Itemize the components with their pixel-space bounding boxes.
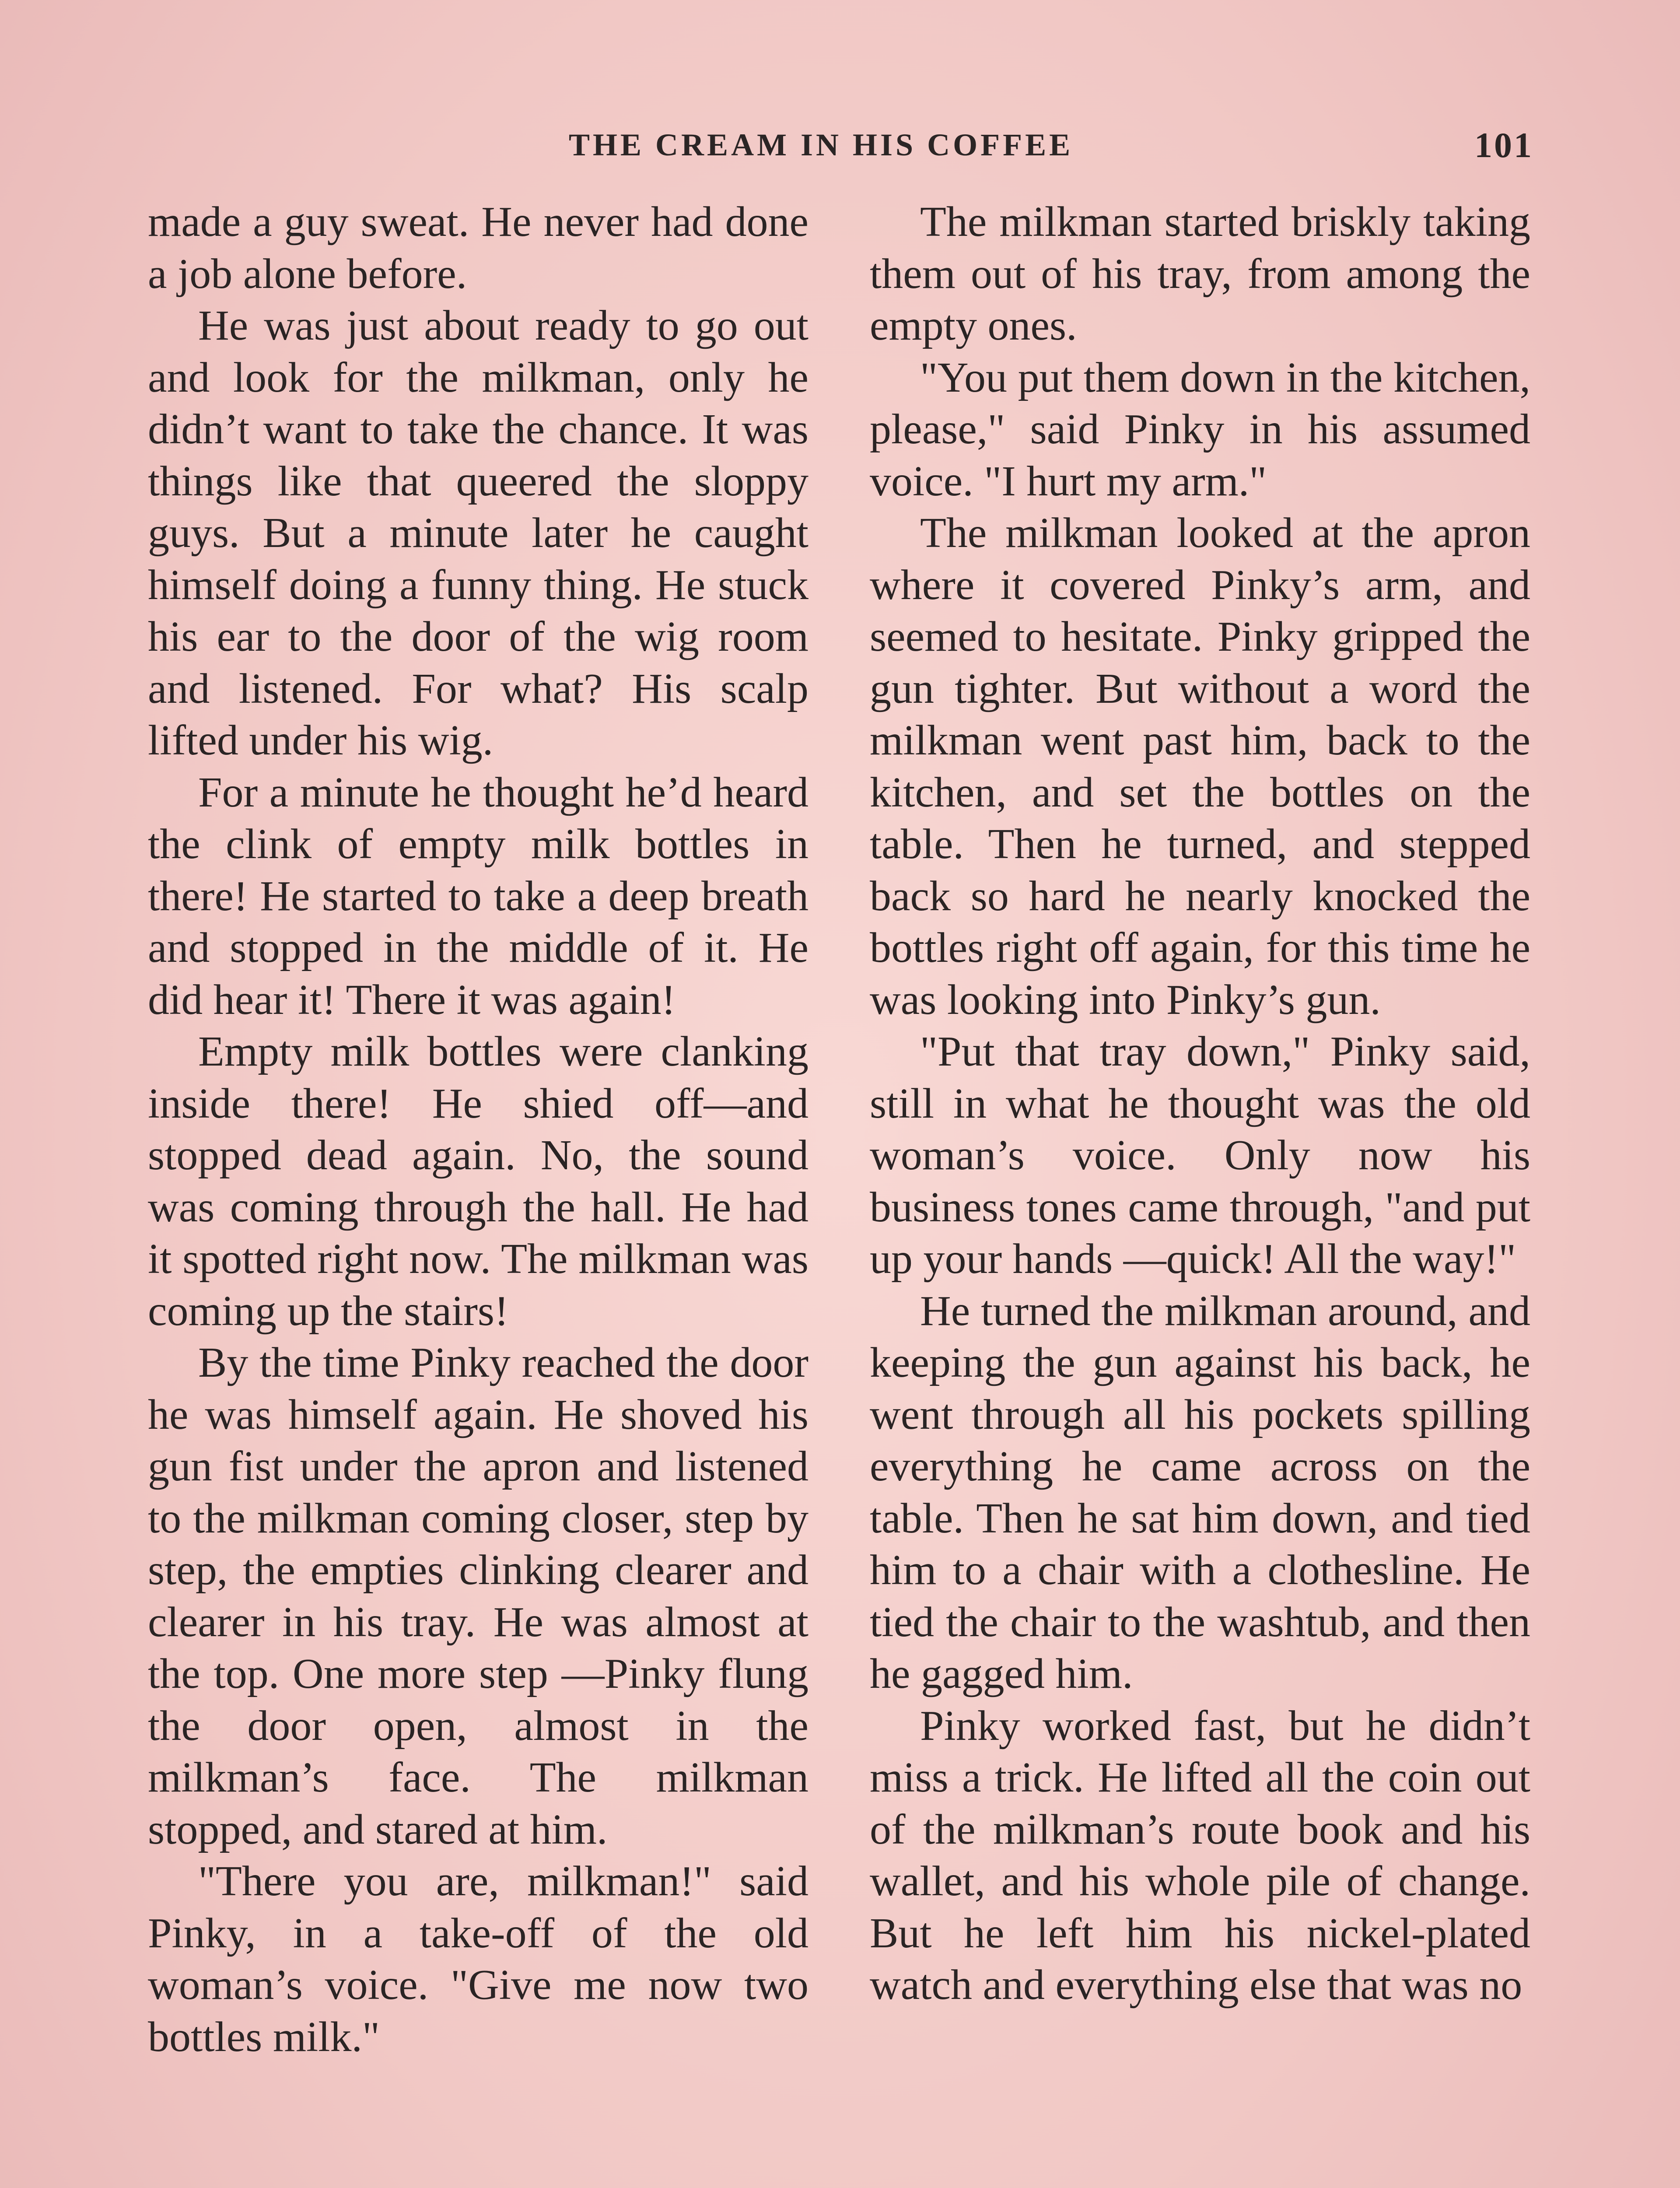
paragraph: "You put them down in the kitchen, please," said Pinky in his assumed voice. "I hurt my arm.": [870, 354, 1530, 505]
paragraph: "There you are, milkman!" said Pinky, in a take-off of the old woman’s voice. "Give me now two bottles milk.": [148, 1858, 808, 2061]
paragraph: The milkman started briskly taking them out of his tray, from among the empty ones.: [870, 198, 1530, 349]
left-column: [148, 196, 808, 2063]
paragraph: made a guy sweat. He never had done a job alone before.: [148, 198, 808, 298]
paragraph: He was just about ready to go out and look for the milkman, only he didn’t want to take the chance. It was things like that queered the sloppy guys. But a minute later he caught himself doing a funny thing. He stuck his ear to the door of the wig room and listened. For what? His scalp lifted under his wig.: [148, 302, 808, 764]
paragraph: Pinky worked fast, but he didn’t miss a trick. He lifted all the coin out of the milkman’s route book and his wallet, and his whole pile of change. But he left him his nickel-plated watch and everything else that was no: [870, 1702, 1530, 2009]
paragraph: Empty milk bottles were clanking inside there! He shied off—and stopped dead again. No, the sound was coming through the hall. He had it spotted right now. The milkman was coming up the stairs!: [148, 1028, 808, 1335]
paragraph: By the time Pinky reached the door he was himself again. He shoved his gun fist under the apron and listened to the milkman coming closer, step by step, the empties clinking clearer and clearer in his tray. He was almost at the top. One more step —Pinky flung the door open, almost in the milkman’s face. The milkman stopped, and stared at him.: [148, 1339, 808, 1853]
running-head: THE CREAM IN HIS COFFEE: [569, 127, 1074, 162]
paragraph: He turned the milkman around, and keeping the gun against his back, he went through all his pockets spilling everything he came across on the table. Then he sat him down, and tied him to a chair with a clothesline. He tied the chair to the washtub, and then he gagged him.: [870, 1287, 1530, 1697]
page-number: 101: [1474, 125, 1533, 165]
paragraph: For a minute he thought he’d heard the clink of empty milk bottles in there! He started to take a deep breath and stopped in the middle of it. He did hear it! There it was again!: [148, 768, 808, 1024]
paragraph: The milkman looked at the apron where it covered Pinky’s arm, and seemed to hesitate. Pinky gripped the gun tighter. But without a word the milkman went past him, back to the kitchen, and set the bottles on the table. Then he turned, and stepped back so hard he nearly knocked the bottles right off again, for this time he was looking into Pinky’s gun.: [870, 509, 1530, 1024]
right-column: [870, 196, 1530, 2011]
paragraph: "Put that tray down," Pinky said, still in what he thought was the old woman’s voice. Only now his business tones came through, "and put up your hands —quick! All the way!": [870, 1028, 1530, 1283]
